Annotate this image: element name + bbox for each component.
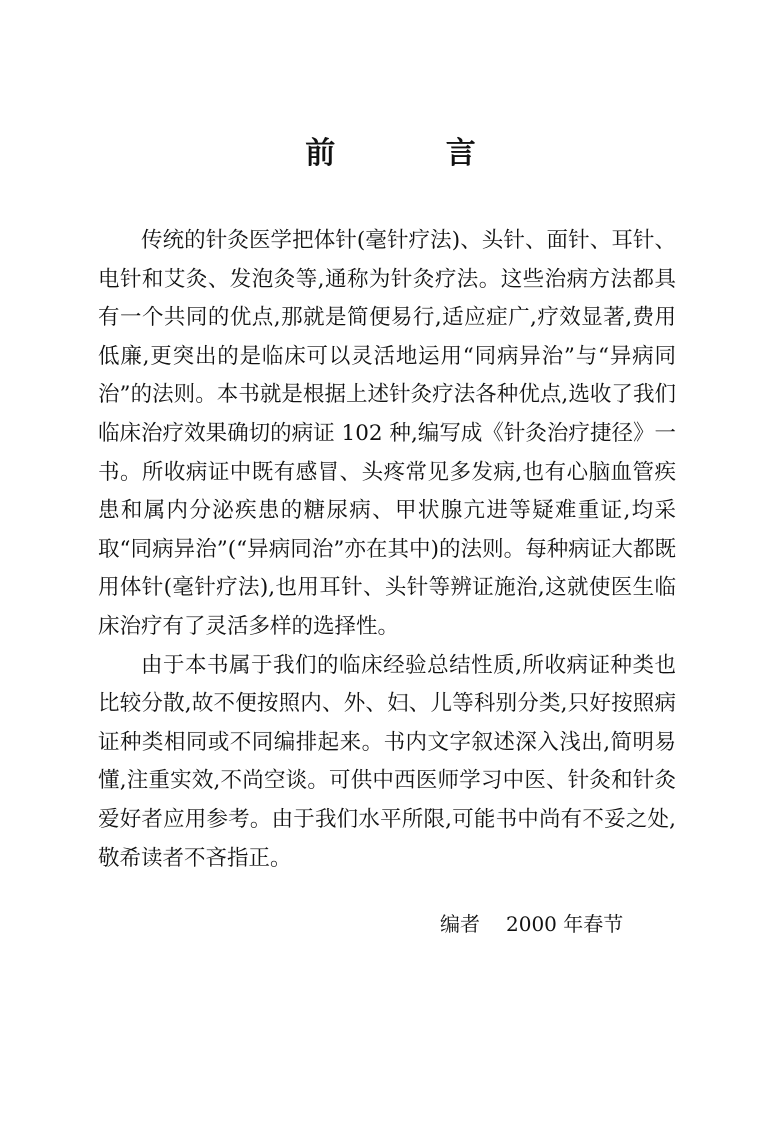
- signature-date: 2000 年春节: [506, 912, 624, 936]
- paragraph-2: 由于本书属于我们的临床经验总结性质,所收病证种类也比较分散,故不便按照内、外、妇、儿等科别分类,只好按照病证种类相同或不同编排起来。书内文字叙述深入浅出,简明易懂,注重实效,不尚空谈。可供中西医师学习中医、针灸和针灸爱好者应用参考。由于我们水平所限,可能书中尚有不妥之处,敬希读者不吝指正。: [98, 652, 676, 871]
- signature-author: 编者: [440, 912, 480, 936]
- preface-body: [98, 222, 676, 878]
- paragraph-1: 传统的针灸医学把体针(毫针疗法)、头针、面针、耳针、电针和艾灸、发泡灸等,通称为针灸疗法。这些治病方法都具有一个共同的优点,那就是简便易行,适应症广,疗效显著,费用低廉,更突出的是临床可以灵活地运用“同病异治”与“异病同治”的法则。本书就是根据上述针灸疗法各种优点,选收了我们临床治疗效果确切的病证 102 种,编写成《针灸治疗捷径》一书。所收病证中既有感冒、头疼常见多发病,也有心脑血管疾患和属内分泌疾患的糖尿病、甲状腺亢进等疑难重证,均采取“同病异治”(“异病同治”亦在其中)的法则。每种病证大都既用体针(毫针疗法),也用耳针、头针等辨证施治,这就使医生临床治疗有了灵活多样的选择性。: [98, 228, 676, 639]
- signature: [440, 908, 623, 937]
- page-title: 前 言: [305, 136, 526, 171]
